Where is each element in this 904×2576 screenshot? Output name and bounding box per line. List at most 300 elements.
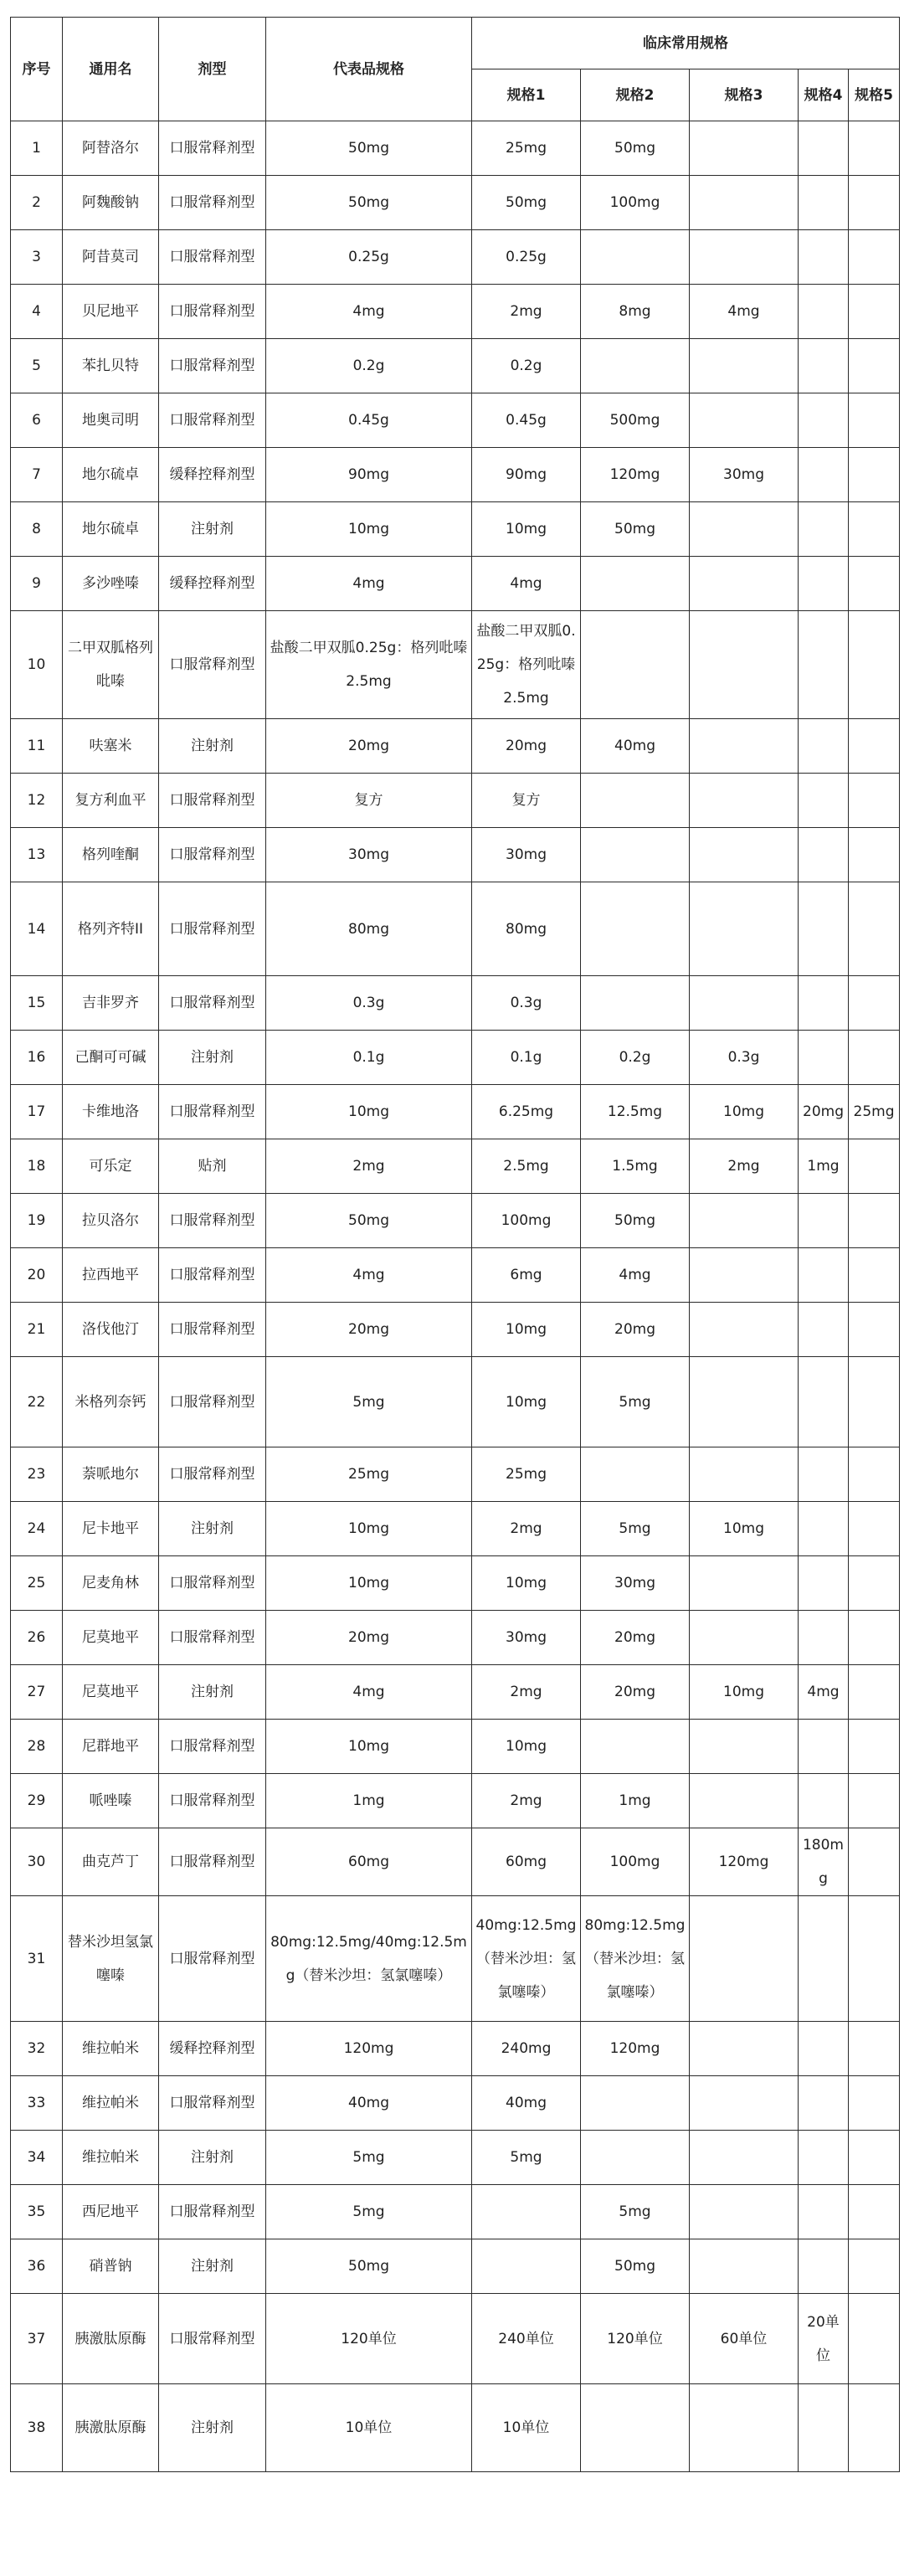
representative-spec-cell: 1mg: [266, 1774, 472, 1828]
dosage-form-cell: 口服常释剂型: [159, 230, 266, 285]
clinical-spec-3-cell: 10mg: [690, 1665, 799, 1720]
drug-name-cell: 尼卡地平: [63, 1502, 159, 1556]
representative-spec-cell: 50mg: [266, 1194, 472, 1248]
representative-spec-cell: 120单位: [266, 2294, 472, 2384]
clinical-spec-4-cell: [799, 2076, 849, 2131]
drug-name-cell: 吉非罗齐: [63, 976, 159, 1031]
clinical-spec-4-cell: [799, 719, 849, 774]
clinical-spec-2-cell: [581, 774, 690, 828]
clinical-spec-3-cell: [690, 502, 799, 557]
clinical-spec-5-cell: [849, 1774, 900, 1828]
representative-spec-cell: 20mg: [266, 1303, 472, 1357]
drug-name-cell: 卡维地洛: [63, 1085, 159, 1139]
clinical-spec-5-cell: [849, 1556, 900, 1611]
representative-spec-cell: 30mg: [266, 828, 472, 882]
header-spec-5: 规格5: [849, 69, 900, 121]
clinical-spec-2-cell: 20mg: [581, 1303, 690, 1357]
clinical-spec-2-cell: 500mg: [581, 393, 690, 448]
representative-spec-cell: 10单位: [266, 2384, 472, 2472]
clinical-spec-1-cell: 240单位: [472, 2294, 581, 2384]
clinical-spec-1-cell: 25mg: [472, 121, 581, 176]
representative-spec-cell: 50mg: [266, 2239, 472, 2294]
table-row: [11, 2022, 900, 2076]
clinical-spec-3-cell: [690, 611, 799, 719]
table-row: [11, 1447, 900, 1502]
drug-name-cell: 尼麦角林: [63, 1556, 159, 1611]
clinical-spec-5-cell: 25mg: [849, 1085, 900, 1139]
row-index-cell: 19: [11, 1194, 63, 1248]
clinical-spec-1-cell: 10mg: [472, 1556, 581, 1611]
clinical-spec-3-cell: 2mg: [690, 1139, 799, 1194]
clinical-spec-1-cell: 4mg: [472, 557, 581, 611]
clinical-spec-2-cell: 20mg: [581, 1665, 690, 1720]
clinical-spec-1-cell: 10mg: [472, 1357, 581, 1447]
clinical-spec-4-cell: [799, 448, 849, 502]
clinical-spec-4-cell: [799, 230, 849, 285]
clinical-spec-1-cell: 10单位: [472, 2384, 581, 2472]
representative-spec-cell: 4mg: [266, 557, 472, 611]
dosage-form-cell: 注射剂: [159, 2384, 266, 2472]
table-row: [11, 1139, 900, 1194]
clinical-spec-2-cell: 5mg: [581, 1502, 690, 1556]
clinical-spec-2-cell: 4mg: [581, 1248, 690, 1303]
table-row: [11, 176, 900, 230]
clinical-spec-4-cell: [799, 1720, 849, 1774]
clinical-spec-2-cell: [581, 557, 690, 611]
representative-spec-cell: 10mg: [266, 1556, 472, 1611]
clinical-spec-3-cell: [690, 882, 799, 976]
table-row: [11, 2384, 900, 2472]
clinical-spec-2-cell: 120mg: [581, 2022, 690, 2076]
clinical-spec-3-cell: [690, 176, 799, 230]
dosage-form-cell: 口服常释剂型: [159, 1447, 266, 1502]
table-row: [11, 448, 900, 502]
table-row: [11, 1556, 900, 1611]
clinical-spec-3-cell: [690, 828, 799, 882]
drug-name-cell: 复方利血平: [63, 774, 159, 828]
clinical-spec-3-cell: [690, 1303, 799, 1357]
drug-name-cell: 米格列奈钙: [63, 1357, 159, 1447]
representative-spec-cell: 10mg: [266, 1720, 472, 1774]
clinical-spec-1-cell: 0.2g: [472, 339, 581, 393]
clinical-spec-1-cell: 0.45g: [472, 393, 581, 448]
clinical-spec-5-cell: [849, 2131, 900, 2185]
row-index-cell: 21: [11, 1303, 63, 1357]
clinical-spec-3-cell: [690, 719, 799, 774]
clinical-spec-5-cell: [849, 557, 900, 611]
clinical-spec-1-cell: 240mg: [472, 2022, 581, 2076]
row-index-cell: 37: [11, 2294, 63, 2384]
table-row: [11, 611, 900, 719]
row-index-cell: 17: [11, 1085, 63, 1139]
clinical-spec-3-cell: [690, 2384, 799, 2472]
table-row: [11, 1502, 900, 1556]
clinical-spec-5-cell: [849, 2239, 900, 2294]
clinical-spec-4-cell: [799, 1031, 849, 1085]
drug-name-cell: 拉贝洛尔: [63, 1194, 159, 1248]
clinical-spec-4-cell: [799, 611, 849, 719]
representative-spec-cell: 40mg: [266, 2076, 472, 2131]
clinical-spec-5-cell: [849, 448, 900, 502]
row-index-cell: 33: [11, 2076, 63, 2131]
clinical-spec-3-cell: [690, 2022, 799, 2076]
clinical-spec-4-cell: 20单位: [799, 2294, 849, 2384]
row-index-cell: 3: [11, 230, 63, 285]
clinical-spec-2-cell: 120mg: [581, 448, 690, 502]
clinical-spec-5-cell: [849, 1357, 900, 1447]
dosage-form-cell: 口服常释剂型: [159, 1828, 266, 1896]
clinical-spec-2-cell: 50mg: [581, 2239, 690, 2294]
clinical-spec-5-cell: [849, 502, 900, 557]
clinical-spec-2-cell: 5mg: [581, 2185, 690, 2239]
row-index-cell: 12: [11, 774, 63, 828]
row-index-cell: 26: [11, 1611, 63, 1665]
dosage-form-cell: 口服常释剂型: [159, 339, 266, 393]
dosage-form-cell: 口服常释剂型: [159, 393, 266, 448]
clinical-spec-4-cell: 180mg: [799, 1828, 849, 1896]
dosage-form-cell: 口服常释剂型: [159, 2076, 266, 2131]
row-index-cell: 34: [11, 2131, 63, 2185]
clinical-spec-3-cell: [690, 1611, 799, 1665]
clinical-spec-3-cell: [690, 1357, 799, 1447]
representative-spec-cell: 4mg: [266, 1248, 472, 1303]
row-index-cell: 38: [11, 2384, 63, 2472]
clinical-spec-5-cell: [849, 230, 900, 285]
dosage-form-cell: 口服常释剂型: [159, 1611, 266, 1665]
drug-name-cell: 己酮可可碱: [63, 1031, 159, 1085]
drug-name-cell: 地尔硫卓: [63, 502, 159, 557]
clinical-spec-2-cell: 20mg: [581, 1611, 690, 1665]
clinical-spec-5-cell: [849, 1031, 900, 1085]
representative-spec-cell: 4mg: [266, 1665, 472, 1720]
clinical-spec-1-cell: 2mg: [472, 1502, 581, 1556]
dosage-form-cell: 口服常释剂型: [159, 976, 266, 1031]
clinical-spec-3-cell: 0.3g: [690, 1031, 799, 1085]
table-row: [11, 2294, 900, 2384]
table-row: [11, 882, 900, 976]
clinical-spec-1-cell: [472, 2239, 581, 2294]
header-spec-4: 规格4: [799, 69, 849, 121]
clinical-spec-4-cell: 20mg: [799, 1085, 849, 1139]
clinical-spec-5-cell: [849, 393, 900, 448]
representative-spec-cell: 50mg: [266, 121, 472, 176]
clinical-spec-2-cell: 40mg: [581, 719, 690, 774]
row-index-cell: 2: [11, 176, 63, 230]
clinical-spec-1-cell: 10mg: [472, 502, 581, 557]
row-index-cell: 15: [11, 976, 63, 1031]
dosage-form-cell: 口服常释剂型: [159, 882, 266, 976]
clinical-spec-1-cell: 6mg: [472, 1248, 581, 1303]
row-index-cell: 18: [11, 1139, 63, 1194]
row-index-cell: 16: [11, 1031, 63, 1085]
dosage-form-cell: 注射剂: [159, 502, 266, 557]
representative-spec-cell: 50mg: [266, 176, 472, 230]
clinical-spec-5-cell: [849, 1611, 900, 1665]
drug-name-cell: 维拉帕米: [63, 2131, 159, 2185]
clinical-spec-4-cell: [799, 2185, 849, 2239]
drug-name-cell: 尼莫地平: [63, 1665, 159, 1720]
clinical-spec-4-cell: 1mg: [799, 1139, 849, 1194]
table-row: [11, 1248, 900, 1303]
clinical-spec-3-cell: [690, 230, 799, 285]
table-row: [11, 1303, 900, 1357]
representative-spec-cell: 复方: [266, 774, 472, 828]
clinical-spec-5-cell: [849, 285, 900, 339]
row-index-cell: 32: [11, 2022, 63, 2076]
dosage-form-cell: 缓释控释剂型: [159, 448, 266, 502]
clinical-spec-5-cell: [849, 828, 900, 882]
clinical-spec-1-cell: 复方: [472, 774, 581, 828]
dosage-form-cell: 口服常释剂型: [159, 285, 266, 339]
representative-spec-cell: 0.3g: [266, 976, 472, 1031]
clinical-spec-4-cell: [799, 1357, 849, 1447]
clinical-spec-1-cell: 5mg: [472, 2131, 581, 2185]
dosage-form-cell: 口服常释剂型: [159, 1720, 266, 1774]
table-row: [11, 1611, 900, 1665]
table-row: [11, 1357, 900, 1447]
row-index-cell: 11: [11, 719, 63, 774]
representative-spec-cell: 5mg: [266, 2185, 472, 2239]
clinical-spec-1-cell: 40mg:12.5mg（替米沙坦：氢氯噻嗪）: [472, 1896, 581, 2022]
clinical-spec-4-cell: [799, 2384, 849, 2472]
clinical-spec-3-cell: 60单位: [690, 2294, 799, 2384]
dosage-form-cell: 注射剂: [159, 1031, 266, 1085]
dosage-form-cell: 口服常释剂型: [159, 2294, 266, 2384]
dosage-form-cell: 口服常释剂型: [159, 1194, 266, 1248]
drug-name-cell: 维拉帕米: [63, 2076, 159, 2131]
clinical-spec-2-cell: 50mg: [581, 121, 690, 176]
clinical-spec-4-cell: [799, 2022, 849, 2076]
clinical-spec-2-cell: 8mg: [581, 285, 690, 339]
dosage-form-cell: 口服常释剂型: [159, 1896, 266, 2022]
clinical-spec-1-cell: 0.1g: [472, 1031, 581, 1085]
row-index-cell: 22: [11, 1357, 63, 1447]
table-row: [11, 828, 900, 882]
clinical-spec-1-cell: 50mg: [472, 176, 581, 230]
clinical-spec-5-cell: [849, 1248, 900, 1303]
representative-spec-cell: 90mg: [266, 448, 472, 502]
table-row: [11, 1194, 900, 1248]
drug-name-cell: 洛伐他汀: [63, 1303, 159, 1357]
header-index: 序号: [11, 18, 63, 121]
table-row: [11, 1774, 900, 1828]
clinical-spec-1-cell: 20mg: [472, 719, 581, 774]
clinical-spec-1-cell: 90mg: [472, 448, 581, 502]
row-index-cell: 23: [11, 1447, 63, 1502]
clinical-spec-5-cell: [849, 1665, 900, 1720]
representative-spec-cell: 5mg: [266, 1357, 472, 1447]
clinical-spec-2-cell: 1.5mg: [581, 1139, 690, 1194]
clinical-spec-3-cell: [690, 1556, 799, 1611]
clinical-spec-2-cell: 100mg: [581, 176, 690, 230]
clinical-spec-2-cell: [581, 2076, 690, 2131]
clinical-spec-5-cell: [849, 611, 900, 719]
row-index-cell: 4: [11, 285, 63, 339]
representative-spec-cell: 4mg: [266, 285, 472, 339]
clinical-spec-3-cell: [690, 1774, 799, 1828]
clinical-spec-4-cell: [799, 339, 849, 393]
clinical-spec-3-cell: [690, 976, 799, 1031]
row-index-cell: 9: [11, 557, 63, 611]
clinical-spec-3-cell: [690, 1720, 799, 1774]
drug-spec-table-container: [10, 17, 900, 2472]
dosage-form-cell: 口服常释剂型: [159, 774, 266, 828]
row-index-cell: 20: [11, 1248, 63, 1303]
table-row: [11, 2076, 900, 2131]
clinical-spec-2-cell: 80mg:12.5mg（替米沙坦：氢氯噻嗪）: [581, 1896, 690, 2022]
clinical-spec-3-cell: [690, 121, 799, 176]
table-body: [11, 121, 900, 2472]
table-row: [11, 1665, 900, 1720]
clinical-spec-4-cell: [799, 1447, 849, 1502]
clinical-spec-4-cell: [799, 1502, 849, 1556]
clinical-spec-2-cell: 1mg: [581, 1774, 690, 1828]
dosage-form-cell: 注射剂: [159, 719, 266, 774]
clinical-spec-1-cell: 30mg: [472, 1611, 581, 1665]
clinical-spec-3-cell: [690, 2131, 799, 2185]
representative-spec-cell: 25mg: [266, 1447, 472, 1502]
clinical-spec-4-cell: [799, 1194, 849, 1248]
representative-spec-cell: 10mg: [266, 1085, 472, 1139]
clinical-spec-3-cell: [690, 1896, 799, 2022]
drug-name-cell: 胰激肽原酶: [63, 2294, 159, 2384]
dosage-form-cell: 口服常释剂型: [159, 176, 266, 230]
drug-name-cell: 硝普钠: [63, 2239, 159, 2294]
header-spec-3: 规格3: [690, 69, 799, 121]
row-index-cell: 31: [11, 1896, 63, 2022]
clinical-spec-4-cell: [799, 557, 849, 611]
drug-name-cell: 西尼地平: [63, 2185, 159, 2239]
clinical-spec-1-cell: 40mg: [472, 2076, 581, 2131]
representative-spec-cell: 10mg: [266, 1502, 472, 1556]
row-index-cell: 8: [11, 502, 63, 557]
clinical-spec-1-cell: 80mg: [472, 882, 581, 976]
table-row: [11, 502, 900, 557]
clinical-spec-5-cell: [849, 774, 900, 828]
clinical-spec-5-cell: [849, 2076, 900, 2131]
drug-name-cell: 呋塞米: [63, 719, 159, 774]
clinical-spec-3-cell: 120mg: [690, 1828, 799, 1896]
row-index-cell: 28: [11, 1720, 63, 1774]
table-row: [11, 1720, 900, 1774]
drug-name-cell: 地奥司明: [63, 393, 159, 448]
row-index-cell: 6: [11, 393, 63, 448]
header-spec-1: 规格1: [472, 69, 581, 121]
clinical-spec-5-cell: [849, 1303, 900, 1357]
representative-spec-cell: 120mg: [266, 2022, 472, 2076]
table-row: [11, 1896, 900, 2022]
table-row: [11, 1828, 900, 1896]
dosage-form-cell: 口服常释剂型: [159, 1248, 266, 1303]
clinical-spec-2-cell: [581, 1447, 690, 1502]
clinical-spec-4-cell: [799, 976, 849, 1031]
drug-name-cell: 贝尼地平: [63, 285, 159, 339]
table-row: [11, 1031, 900, 1085]
header-form: 剂型: [159, 18, 266, 121]
table-row: [11, 976, 900, 1031]
clinical-spec-1-cell: 2mg: [472, 1774, 581, 1828]
drug-name-cell: 苯扎贝特: [63, 339, 159, 393]
drug-name-cell: 尼莫地平: [63, 1611, 159, 1665]
drug-name-cell: 阿昔莫司: [63, 230, 159, 285]
header-spec-2: 规格2: [581, 69, 690, 121]
header-clinical-specs-group: 临床常用规格: [472, 18, 900, 69]
drug-name-cell: 胰激肽原酶: [63, 2384, 159, 2472]
representative-spec-cell: 80mg:12.5mg/40mg:12.5mg（替米沙坦：氢氯噻嗪）: [266, 1896, 472, 2022]
clinical-spec-1-cell: 60mg: [472, 1828, 581, 1896]
dosage-form-cell: 口服常释剂型: [159, 611, 266, 719]
row-index-cell: 13: [11, 828, 63, 882]
representative-spec-cell: 20mg: [266, 719, 472, 774]
row-index-cell: 30: [11, 1828, 63, 1896]
row-index-cell: 7: [11, 448, 63, 502]
clinical-spec-4-cell: [799, 121, 849, 176]
clinical-spec-4-cell: [799, 176, 849, 230]
representative-spec-cell: 0.45g: [266, 393, 472, 448]
dosage-form-cell: 缓释控释剂型: [159, 557, 266, 611]
clinical-spec-3-cell: [690, 2185, 799, 2239]
drug-spec-table: [10, 17, 900, 2472]
clinical-spec-3-cell: [690, 557, 799, 611]
clinical-spec-4-cell: [799, 774, 849, 828]
representative-spec-cell: 80mg: [266, 882, 472, 976]
drug-name-cell: 二甲双胍格列吡嗪: [63, 611, 159, 719]
dosage-form-cell: 口服常释剂型: [159, 1556, 266, 1611]
clinical-spec-4-cell: [799, 1248, 849, 1303]
drug-name-cell: 阿魏酸钠: [63, 176, 159, 230]
clinical-spec-2-cell: [581, 611, 690, 719]
clinical-spec-1-cell: 0.25g: [472, 230, 581, 285]
clinical-spec-4-cell: [799, 502, 849, 557]
table-row: [11, 2239, 900, 2294]
clinical-spec-2-cell: [581, 882, 690, 976]
dosage-form-cell: 注射剂: [159, 2239, 266, 2294]
clinical-spec-2-cell: 0.2g: [581, 1031, 690, 1085]
header-representative-spec: 代表品规格: [266, 18, 472, 121]
clinical-spec-3-cell: [690, 1248, 799, 1303]
clinical-spec-5-cell: [849, 2185, 900, 2239]
clinical-spec-2-cell: [581, 828, 690, 882]
dosage-form-cell: 口服常释剂型: [159, 1774, 266, 1828]
clinical-spec-3-cell: [690, 393, 799, 448]
clinical-spec-3-cell: [690, 1194, 799, 1248]
clinical-spec-5-cell: [849, 1139, 900, 1194]
drug-name-cell: 格列齐特II: [63, 882, 159, 976]
dosage-form-cell: 注射剂: [159, 1502, 266, 1556]
drug-name-cell: 阿替洛尔: [63, 121, 159, 176]
clinical-spec-4-cell: [799, 1896, 849, 2022]
table-row: [11, 719, 900, 774]
representative-spec-cell: 5mg: [266, 2131, 472, 2185]
clinical-spec-5-cell: [849, 176, 900, 230]
clinical-spec-5-cell: [849, 1447, 900, 1502]
drug-name-cell: 多沙唑嗪: [63, 557, 159, 611]
clinical-spec-4-cell: [799, 285, 849, 339]
dosage-form-cell: 注射剂: [159, 2131, 266, 2185]
clinical-spec-2-cell: 50mg: [581, 502, 690, 557]
drug-name-cell: 地尔硫卓: [63, 448, 159, 502]
table-row: [11, 121, 900, 176]
dosage-form-cell: 注射剂: [159, 1665, 266, 1720]
row-index-cell: 10: [11, 611, 63, 719]
dosage-form-cell: 缓释控释剂型: [159, 2022, 266, 2076]
clinical-spec-5-cell: [849, 2384, 900, 2472]
clinical-spec-5-cell: [849, 976, 900, 1031]
row-index-cell: 29: [11, 1774, 63, 1828]
clinical-spec-5-cell: [849, 1896, 900, 2022]
representative-spec-cell: 盐酸二甲双胍0.25g：格列吡嗪2.5mg: [266, 611, 472, 719]
row-index-cell: 14: [11, 882, 63, 976]
